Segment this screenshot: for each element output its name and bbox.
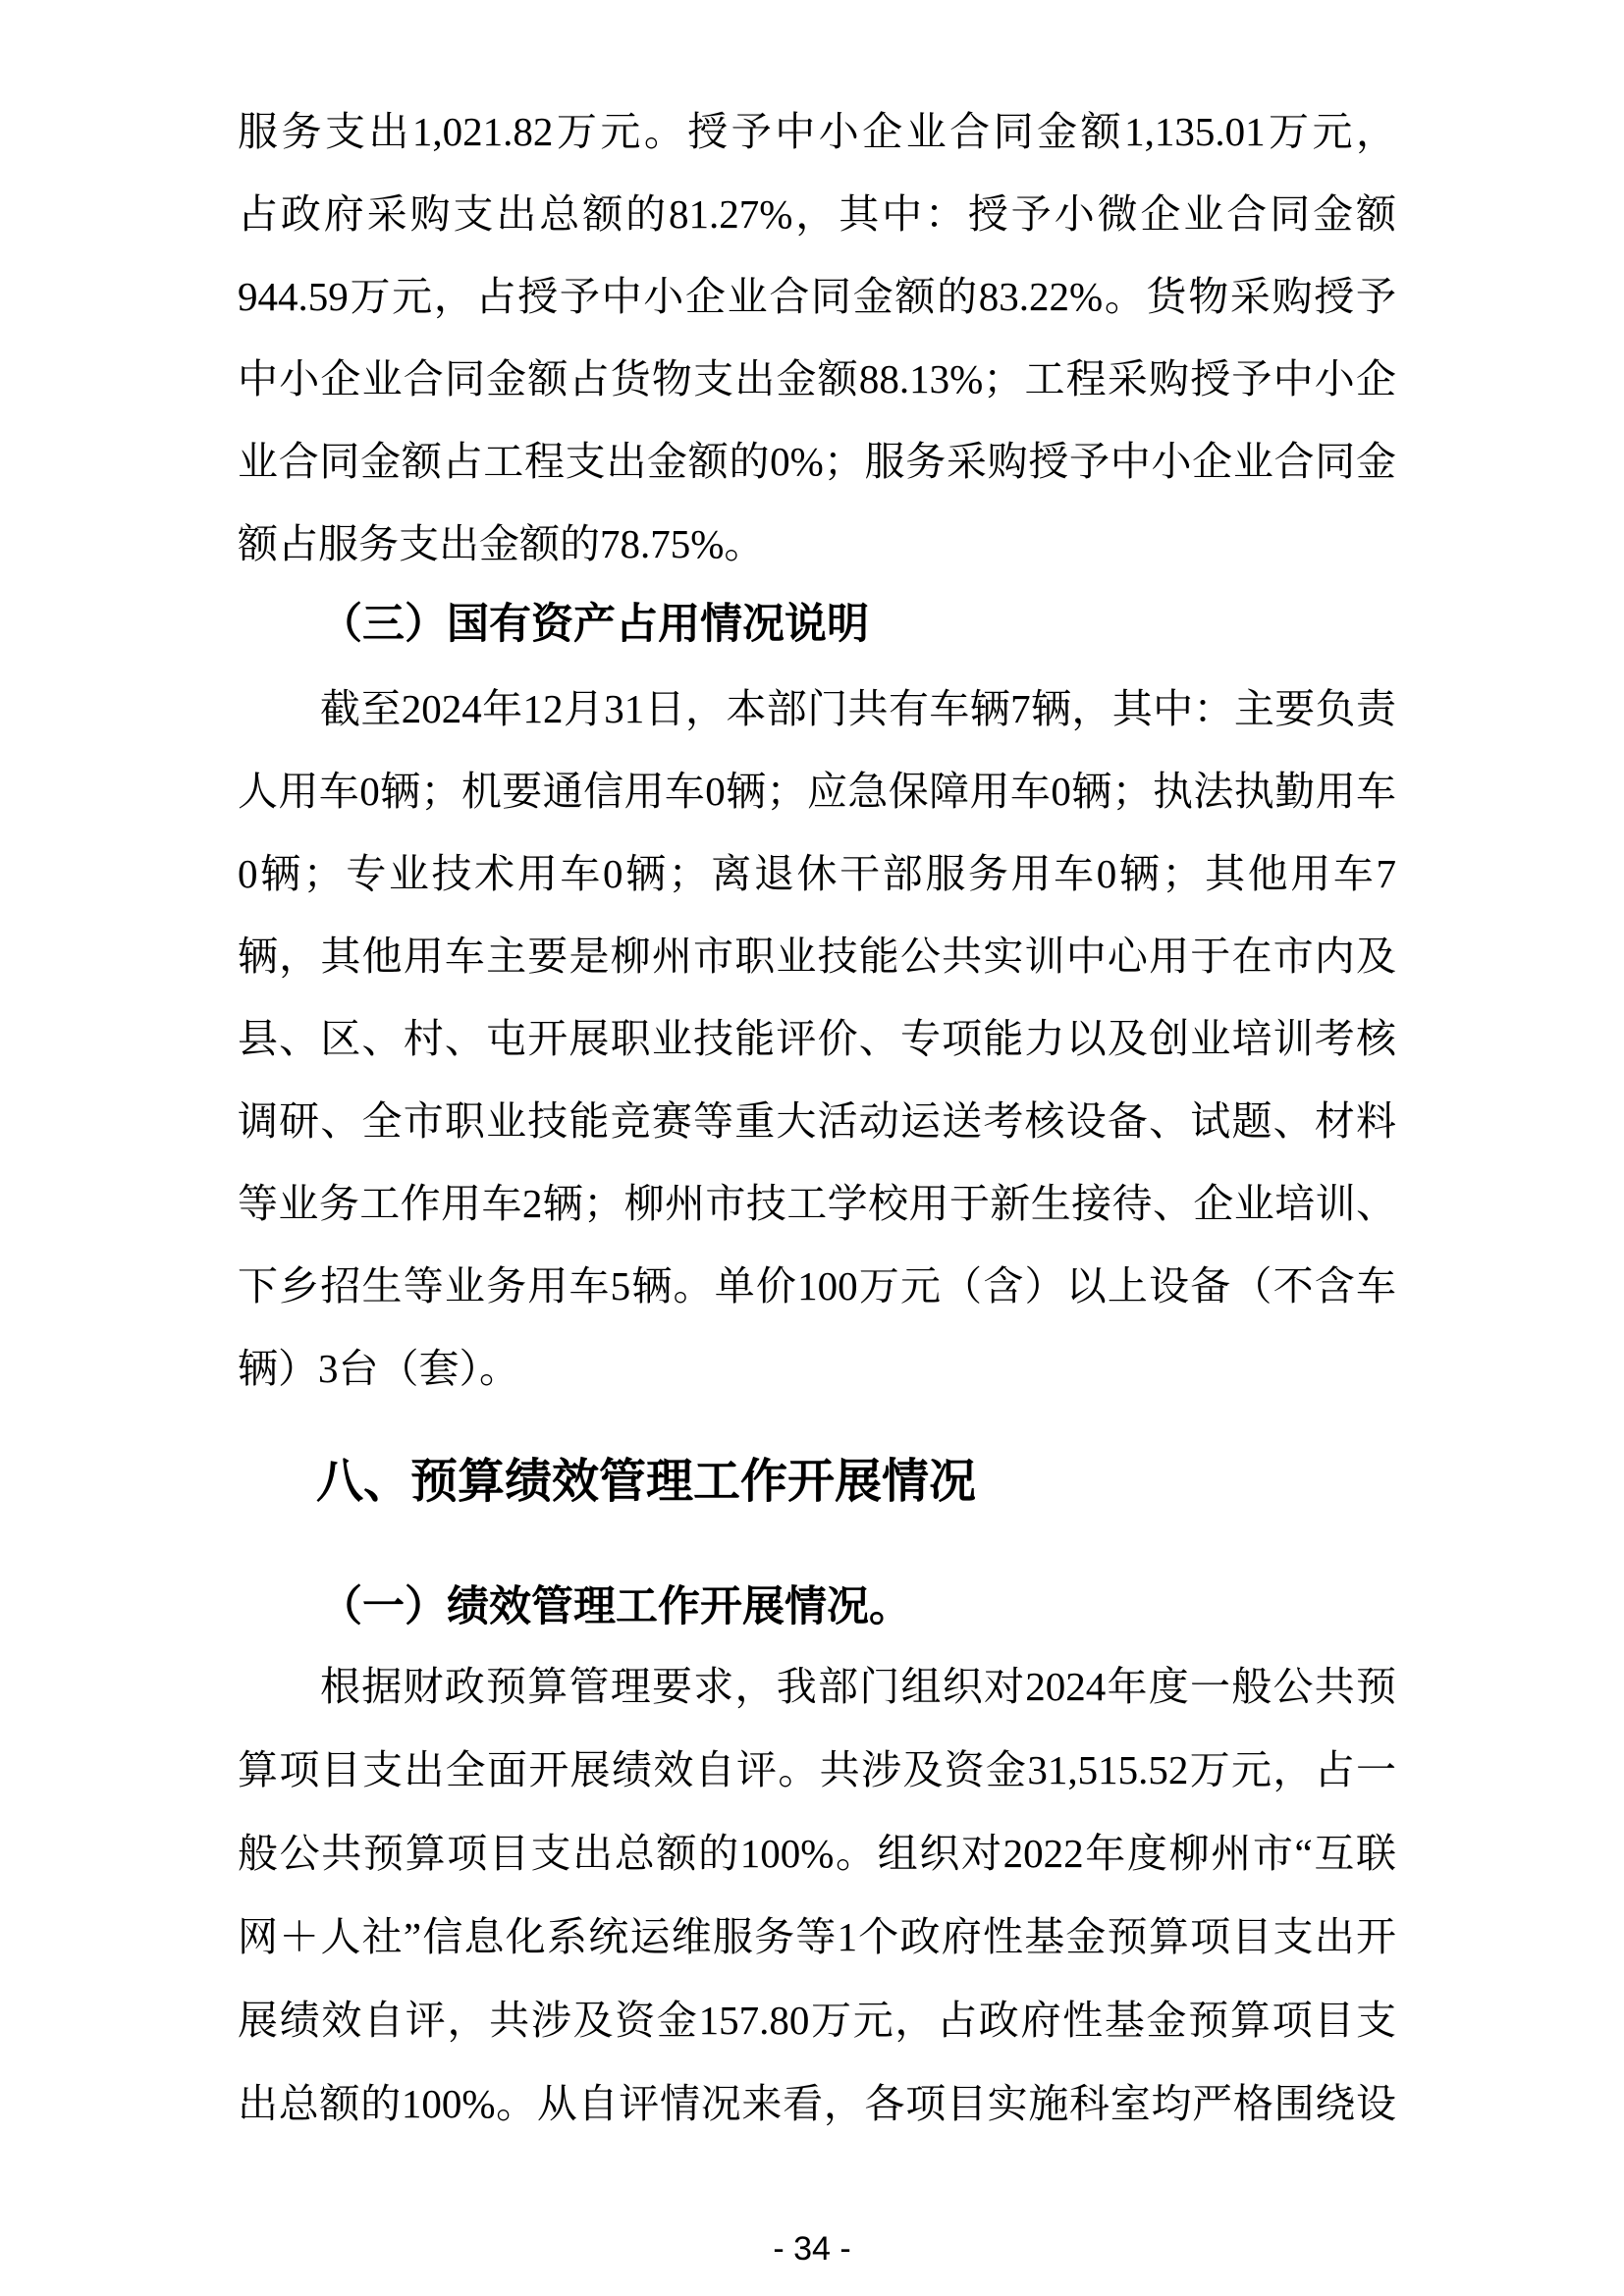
body-line: 服务支出1,021.82万元。授予中小企业合同金额1,135.01万元， (238, 109, 1396, 154)
body-line: 网＋人社”信息化系统运维服务等1个政府性基金预算项目支出开 (238, 1914, 1396, 1959)
body-line: 出总额的100%。从自评情况来看，各项目实施科室均严格围绕设 (238, 2081, 1396, 2126)
body-line: 0辆；专业技术用车0辆；离退休干部服务用车0辆；其他用车7 (238, 851, 1396, 896)
section-heading: 八、预算绩效管理工作开展情况 (316, 1456, 977, 1508)
subsection-heading: （一）绩效管理工作开展情况。 (320, 1584, 911, 1630)
body-line: 般公共预算项目支出总额的100%。组织对2022年度柳州市“互联 (238, 1831, 1396, 1876)
body-line: 调研、全市职业技能竞赛等重大活动运送考核设备、试题、材料 (238, 1098, 1396, 1144)
subsection-heading: （三）国有资产占用情况说明 (320, 602, 869, 648)
body-line: 算项目支出全面开展绩效自评。共涉及资金31,515.52万元，占一 (238, 1747, 1396, 1792)
body-line: 业合同金额占工程支出金额的0%；服务采购授予中小企业合同金 (238, 439, 1396, 484)
body-line: 中小企业合同金额占货物支出金额88.13%；工程采购授予中小企 (238, 356, 1396, 401)
body-line: 辆，其他用车主要是柳州市职业技能公共实训中心用于在市内及 (238, 934, 1396, 979)
body-line: 根据财政预算管理要求，我部门组织对2024年度一般公共预 (320, 1664, 1396, 1709)
page-number: - 34 - (773, 2230, 851, 2268)
body-line: 人用车0辆；机要通信用车0辆；应急保障用车0辆；执法执勤用车 (238, 769, 1396, 814)
body-line: 展绩效自评，共涉及资金157.80万元，占政府性基金预算项目支 (238, 1998, 1396, 2043)
body-line: 辆）3台（套）。 (238, 1346, 519, 1391)
body-line: 占政府采购支出总额的81.27%，其中：授予小微企业合同金额 (238, 191, 1396, 237)
body-line: 县、区、村、屯开展职业技能评价、专项能力以及创业培训考核 (238, 1016, 1396, 1061)
body-line: 额占服务支出金额的78.75%。 (238, 521, 765, 566)
body-line: 944.59万元，占授予中小企业合同金额的83.22%。货物采购授予 (238, 274, 1396, 319)
body-line: 截至2024年12月31日，本部门共有车辆7辆，其中：主要负责 (320, 686, 1396, 731)
body-line: 等业务工作用车2辆；柳州市技工学校用于新生接待、企业培训、 (238, 1181, 1396, 1226)
body-line: 下乡招生等业务用车5辆。单价100万元（含）以上设备（不含车 (238, 1263, 1396, 1308)
